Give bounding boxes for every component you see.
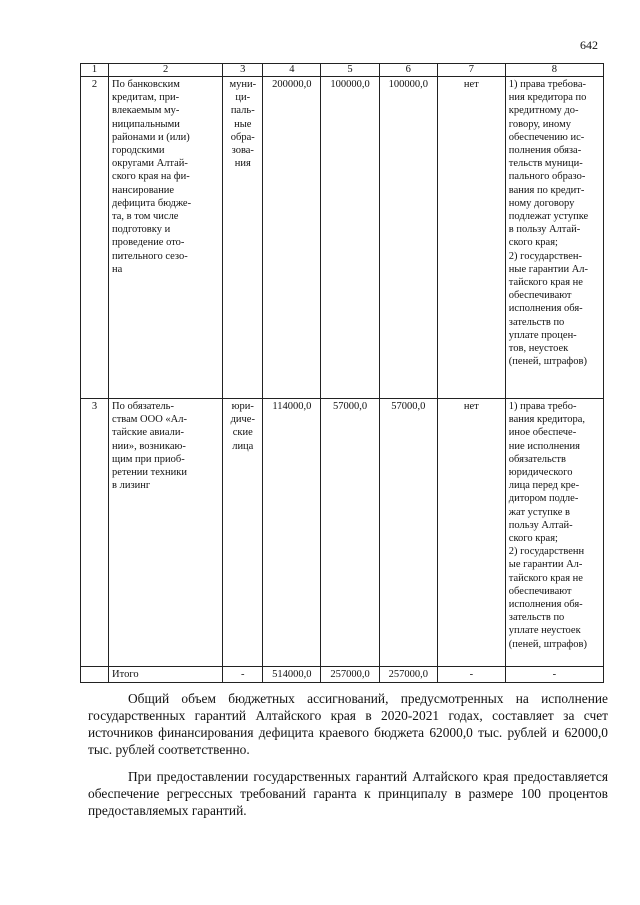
total-regress-flag: -	[437, 667, 505, 683]
header-cell-7: 7	[437, 64, 505, 77]
header-cell-6: 6	[379, 64, 437, 77]
row-amount-2021: 57000,0	[379, 399, 437, 667]
header-cell-4: 4	[263, 64, 321, 77]
row-number: 3	[81, 399, 109, 667]
header-cell-8: 8	[505, 64, 603, 77]
table-row-2	[81, 77, 604, 399]
header-cell-3: 3	[223, 64, 263, 77]
row-number: 2	[81, 77, 109, 399]
row-amount-2021: 100000,0	[379, 77, 437, 399]
row-conditions: 1) права требова- ния кредитора по кредитному до- говору, иному обеспечению ис- полнения обяза- тельств муници- пального образо- вания по кредит- ному договору подлежат уступке в пользу Алтай- ского края; 2) государствен- ные гарантии Ал- тайского края не обеспечивают исполнения обя- зательств по уплате процен- тов, неустоек (пеней, штрафов)	[505, 77, 603, 399]
total-amount-2021: 257000,0	[379, 667, 437, 683]
row-regress-flag: нет	[437, 77, 505, 399]
row-guarantee-purpose: По обязатель- ствам ООО «Ал- тайские авиали- нии», возникаю- щим при приоб- ретении техники в лизинг	[109, 399, 223, 667]
header-cell-2: 2	[109, 64, 223, 77]
header-cell-5: 5	[321, 64, 379, 77]
row-principal-category: юри- диче- ские лица	[223, 399, 263, 667]
total-label: Итого	[109, 667, 223, 683]
row-principal-category: муни- ци- паль- ные обра- зова- ния	[223, 77, 263, 399]
total-amount-2020: 257000,0	[321, 667, 379, 683]
page-number: 642	[580, 38, 598, 52]
paragraph-budget-allocations: Общий объем бюджетных ассигнований, предусмотренных на исполнение государственных гарантий Алтайского края в 2020-2021 годах, составляет за счет источников финансирования дефицита краевого бюджета 62000,0 тыс. рублей и 62000,0 тыс. рублей соответственно.	[88, 691, 608, 757]
table-row-3	[81, 399, 604, 667]
row-amount-2020: 57000,0	[321, 399, 379, 667]
row-guarantee-purpose: По банковским кредитам, при- влекаемым му- ниципальными районами и (или) городскими округами Алтай- ского края на фи- нансирование дефицита бюдже- та, в том числе подготовку и проведение ото- пительного сезо- на	[109, 77, 223, 399]
guarantees-table	[80, 63, 604, 683]
total-principal-category: -	[223, 667, 263, 683]
row-regress-flag: нет	[437, 399, 505, 667]
header-cell-1: 1	[81, 64, 109, 77]
row-total-amount: 114000,0	[263, 399, 321, 667]
total-number-cell	[81, 667, 109, 683]
total-conditions: -	[505, 667, 603, 683]
row-amount-2020: 100000,0	[321, 77, 379, 399]
table-total-row	[81, 667, 604, 683]
total-amount: 514000,0	[263, 667, 321, 683]
paragraph-regress-security: При предоставлении государственных гарантий Алтайского края предоставляется обеспечение регрессных требований гаранта к принципалу в размере 100 процентов предоставляемых гарантий.	[88, 769, 608, 818]
row-total-amount: 200000,0	[263, 77, 321, 399]
row-conditions: 1) права требо- вания кредитора, иное обеспече- ние исполнения обязательств юридического лица перед кре- дитором подле- жат уступке в пользу Алтай- ского края; 2) государственн ые гарантии Ал- тайского края не обеспечивают исполнения обя- зательств по уплате неустоек (пеней, штрафов)	[505, 399, 603, 667]
table-header-row	[81, 64, 604, 77]
